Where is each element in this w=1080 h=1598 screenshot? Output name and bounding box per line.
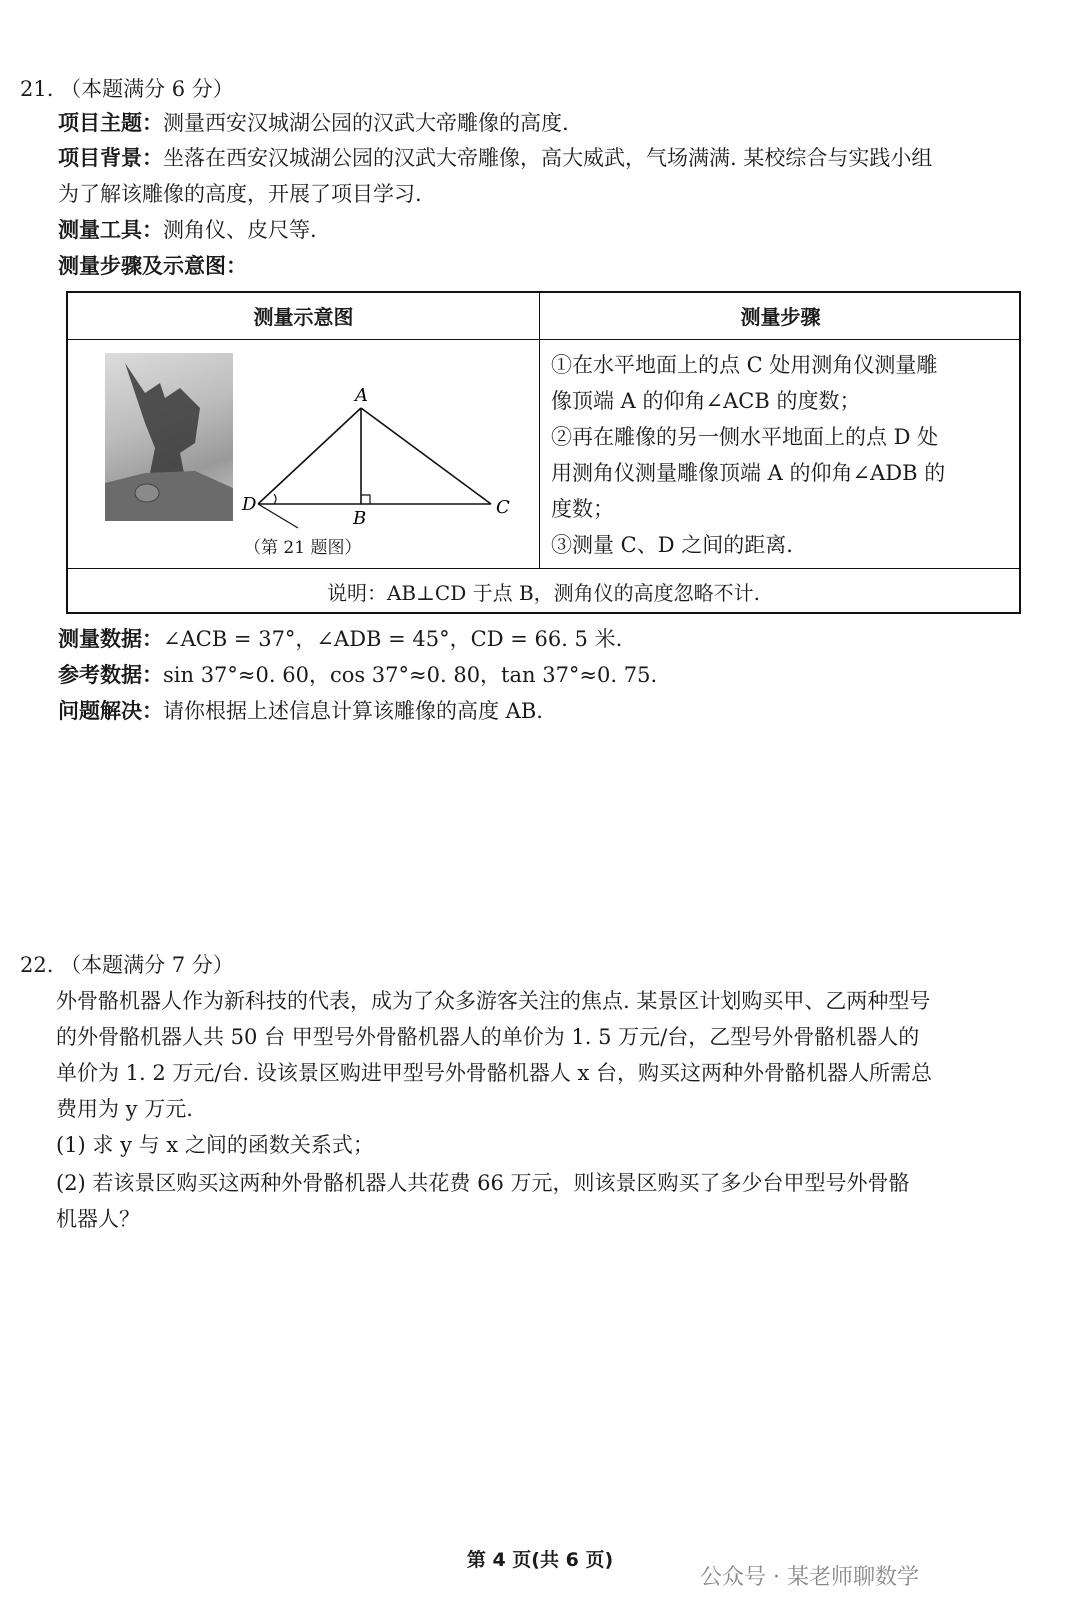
line-d-extension	[258, 504, 298, 528]
step-line-3: ②再在雕像的另一侧水平地面上的点 D 处	[551, 425, 939, 449]
q21-tools	[58, 215, 317, 245]
table-header-divider	[68, 339, 1019, 340]
solve-label: 问题解决：	[58, 699, 163, 723]
triangle-diagram	[238, 373, 538, 543]
solve-text: 请你根据上述信息计算该雕像的高度 AB.	[163, 699, 543, 723]
q22-subquestion-1: (1) 求 y 与 x 之间的函数关系式；	[56, 1133, 374, 1157]
label-b: B	[353, 508, 367, 529]
label-a: A	[355, 385, 368, 406]
table-note-divider	[68, 568, 1019, 569]
q22-score: （本题满分 7 分）	[60, 953, 234, 977]
background-text-1: 坐落在西安汉城湖公园的汉武大帝雕像，高大威武，气场满满. 某校综合与实践小组	[163, 146, 933, 170]
background-text-2: 为了解该雕像的高度，开展了项目学习.	[58, 182, 422, 206]
background-label: 项目背景：	[58, 146, 163, 170]
right-angle-mark	[361, 495, 370, 504]
line-ac	[361, 408, 491, 504]
q21-data	[58, 624, 622, 654]
figure-caption: （第 21 题图）	[244, 538, 362, 558]
line-ad	[258, 408, 361, 504]
watermark: 公众号 · 某老师聊数学	[700, 1565, 919, 1590]
step-line-2: 像顶端 A 的仰角∠ACB 的度数；	[551, 389, 861, 413]
tools-label: 测量工具：	[58, 218, 163, 242]
step-line-4: 用测角仪测量雕像顶端 A 的仰角∠ADB 的	[551, 461, 946, 485]
steps-label: 测量步骤及示意图：	[58, 254, 247, 278]
q21-solve	[58, 696, 543, 726]
q21-header	[20, 74, 234, 104]
page-footer: 第 4 页(共 6 页)	[466, 1549, 614, 1571]
q22-line-1: 外骨骼机器人作为新科技的代表，成为了众多游客关注的焦点. 某景区计划购买甲、乙两种型号	[56, 989, 931, 1013]
table-column-divider	[539, 293, 540, 568]
step-line-1: ①在水平地面上的点 C 处用测角仪测量雕	[551, 353, 938, 377]
header-diagram: 测量示意图	[253, 305, 354, 329]
q22-number: 22.	[20, 953, 54, 977]
ref-text: sin 37°≈0. 60，cos 37°≈0. 80，tan 37°≈0. 75.	[163, 663, 658, 687]
q22-line-4: 费用为 y 万元.	[56, 1097, 193, 1121]
q21-background	[58, 143, 932, 173]
ref-label: 参考数据：	[58, 663, 163, 687]
step-line-6: ③测量 C、D 之间的距离.	[551, 533, 793, 557]
statue-silhouette-icon	[105, 353, 233, 521]
q21-reference	[58, 660, 657, 690]
header-steps: 测量步骤	[740, 305, 821, 329]
topic-text: 测量西安汉城湖公园的汉武大帝雕像的高度.	[163, 111, 569, 135]
data-text: ∠ACB = 37°，∠ADB = 45°，CD = 66. 5 米.	[163, 627, 623, 651]
q21-topic	[58, 108, 569, 138]
q22-line-3: 单价为 1. 2 万元/台. 设该景区购进甲型号外骨骼机器人 x 台，购买这两种外骨骼机器人所需总	[56, 1061, 933, 1085]
step-line-5: 度数；	[551, 497, 614, 521]
q21-number: 21.	[20, 77, 54, 101]
angle-d-arc	[274, 494, 276, 504]
tools-text: 测角仪、皮尺等.	[163, 218, 317, 242]
q22-header	[20, 950, 234, 980]
table-note: 说明：AB⊥CD 于点 B，测角仪的高度忽略不计.	[326, 581, 761, 605]
q21-steps-title	[58, 251, 247, 281]
label-c: C	[496, 497, 510, 518]
q22-subquestion-2-cont: 机器人？	[56, 1207, 140, 1231]
q22-line-2: 的外骨骼机器人共 50 台 甲型号外骨骼机器人的单价为 1. 5 万元/台，乙型号外骨骼机器人的	[56, 1025, 920, 1049]
data-label: 测量数据：	[58, 627, 163, 651]
label-d: D	[242, 494, 257, 515]
topic-label: 项目主题：	[58, 111, 163, 135]
background-line-2	[58, 179, 422, 209]
q22-subquestion-2: (2) 若该景区购买这两种外骨骼机器人共花费 66 万元，则该景区购买了多少台甲型号外骨骼	[56, 1171, 910, 1195]
measurement-table	[66, 291, 1021, 614]
q21-score: （本题满分 6 分）	[60, 77, 234, 101]
statue-photo	[105, 353, 233, 521]
